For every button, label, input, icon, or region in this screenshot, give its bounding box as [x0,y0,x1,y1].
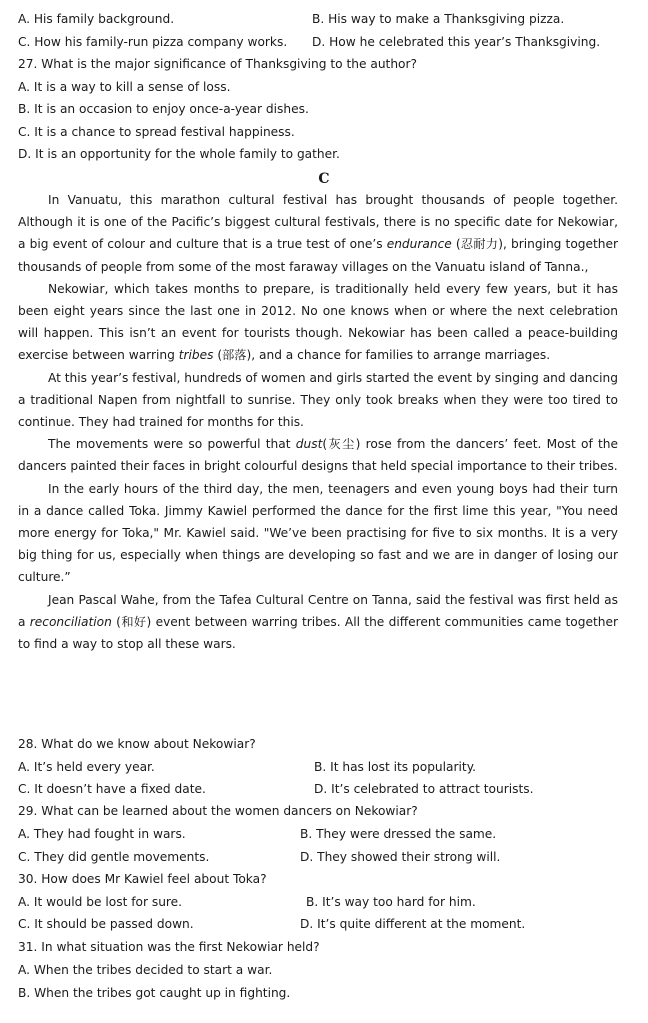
gloss-tribes: (部落) [217,348,252,363]
q27-question: 27. What is the major significance of Thanksgiving to the author? [18,57,417,71]
q29-option-d: D. They showed their strong will. [300,850,501,864]
q30-option-a: A. It would be lost for sure. [18,895,183,909]
q30-question: 30. How does Mr Kawiel feel about Toka? [18,872,267,886]
q28-option-d: D. It’s celebrated to attract tourists. [314,782,534,796]
q26-option-b: B. His way to make a Thanksgiving pizza. [312,12,565,26]
passage [18,189,618,655]
q29-option-b: B. They were dressed the same. [300,827,497,841]
q30-option-b: B. It’s way too hard for him. [306,895,476,909]
q27-option-b: B. It is an occasion to enjoy once-a-year dishes. [18,102,309,116]
q28-option-c: C. It doesn’t have a fixed date. [18,782,206,796]
q26-option-d: D. How he celebrated this year’s Thanksgiving. [312,35,601,49]
q30-option-d: D. It’s quite different at the moment. [300,917,526,931]
term-endurance: endurance [386,237,452,252]
q31-question: 31. In what situation was the first Nekowiar held? [18,940,320,954]
q28-option-a: A. It’s held every year. [18,760,155,774]
term-tribes: tribes [178,348,214,363]
q28-question: 28. What do we know about Nekowiar? [18,737,256,751]
q29-option-a: A. They had fought in wars. [18,827,186,841]
q28-option-b: B. It has lost its popularity. [314,760,477,774]
q29-question: 29. What can be learned about the women dancers on Nekowiar? [18,804,418,818]
passage-paragraph-6: Jean Pascal Wahe, from the Tafea Cultural Centre on Tanna, said the festival was first held as a reconciliation (和好) event between warring tribes. All the different communities came together to find a way to stop all these wars. [18,592,619,652]
q30-option-c: C. It should be passed down. [18,917,194,931]
q26-option-a: A. His family background. [18,12,175,26]
q31-option-a: A. When the tribes decided to start a war. [18,963,273,977]
passage-paragraph-3: At this year’s festival, hundreds of women and girls started the event by singing and dancing a traditional Napen from nightfall to sunrise. They only took breaks when they were too tired to continue. They had trained for months for this. [18,370,618,430]
q27-option-d: D. It is an opportunity for the whole family to gather. [18,147,340,161]
q27-option-a: A. It is a way to kill a sense of loss. [18,80,231,94]
gloss-reconciliation: (和好) [116,614,152,629]
q29-option-c: C. They did gentle movements. [18,850,210,864]
gloss-endurance: (忍耐力) [455,237,503,252]
passage-paragraph-1: In Vanuatu, this marathon cultural festival has brought thousands of people together. Although it is one of the Pacific’s biggest cultural festivals, there is no specific date for Nekowiar, a big event of colour and culture that is a true test of one’s endurance (忍耐力), bringing together thousands of people from some of the most faraway villages on the Vanuatu island of Tanna., [18,193,619,274]
passage-paragraph-4: The movements were so powerful that dust(灰尘) rose from the dancers’ feet. Most of the dancers painted their faces in bright colourful designs that held special importance to their tribes. [18,437,618,474]
term-reconciliation: reconciliation [29,614,112,629]
q27-option-c: C. It is a chance to spread festival happiness. [18,125,295,139]
term-dust: dust [295,437,323,452]
passage-paragraph-2: Nekowiar, which takes months to prepare, is traditionally held every few years, but it has been eight years since the last one in 2012. No one knows when or where the next celebration will happen. This isn’t an event for tourists though. Nekowiar has been called a peace-building exercise between warring tribes (部落), and a chance for families to arrange marriages. [18,281,618,363]
gloss-dust: (灰尘) [322,437,361,452]
section-heading: C [318,171,330,187]
q31-option-b: B. When the tribes got caught up in fighting. [18,986,291,1000]
passage-paragraph-5: In the early hours of the third day, the men, teenagers and even young boys had their turn in a dance called Toka. Jimmy Kawiel performed the dance for the first lime this year, "You need more energy for Toka," Mr. Kawiel said. "We’ve been practising for five to six months. It is a very big thing for us, especially when things are developing so fast and we are in danger of losing our culture.” [18,481,618,585]
q26-option-c: C. How his family-run pizza company works. [18,35,288,49]
